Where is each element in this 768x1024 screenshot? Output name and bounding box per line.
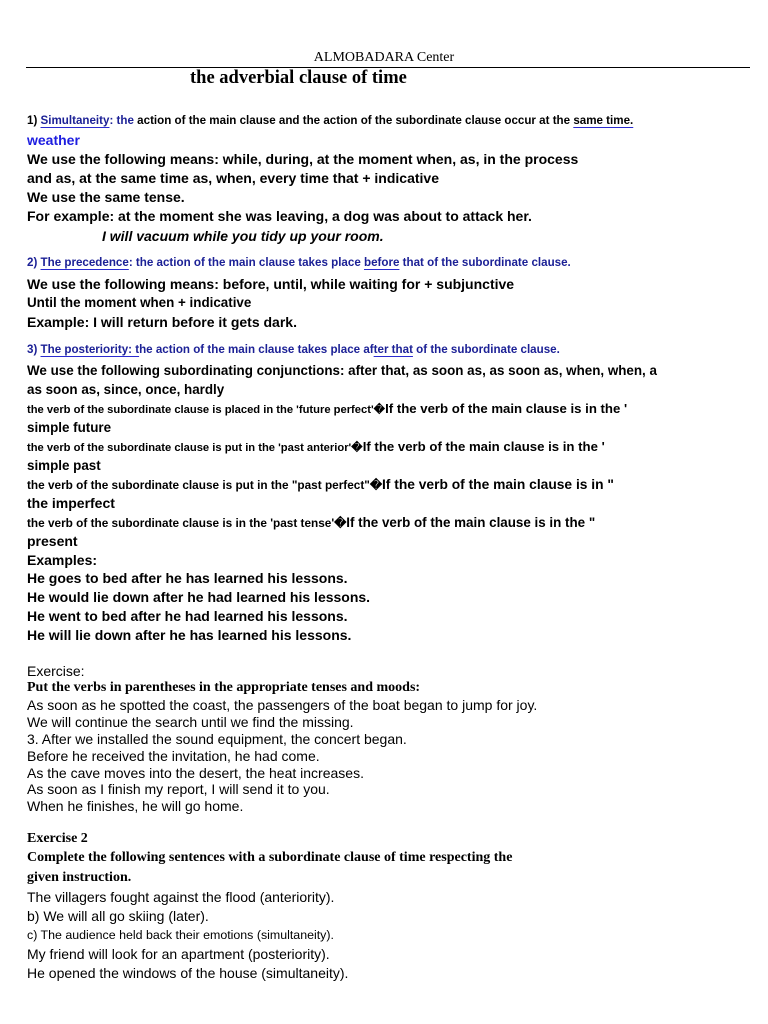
example-sentence: He goes to bed after he has learned his lessons. [27, 570, 348, 586]
examples-label: Examples: [27, 552, 98, 568]
exercise-1-item: As soon as I finish my report, I will send it to you. [27, 781, 330, 797]
exercise-1-item: We will continue the search until we find the missing. [27, 714, 354, 730]
example-sentence: He would lie down after he had learned his lessons. [27, 589, 371, 605]
section-3-line: as soon as, since, once, hardly [27, 382, 225, 397]
tense-rule-main: If the verb of the main clause is in " [381, 477, 614, 492]
section-1-colon: : the [109, 114, 138, 127]
tense-rule [27, 476, 614, 494]
tense-rule-main: If the verb of the main clause is in the ' [385, 401, 628, 416]
section-3-number: 3) [27, 343, 41, 356]
example-sentence: He will lie down after he has learned his lessons. [27, 627, 352, 643]
exercise-2-item: b) We will all go skiing (later). [27, 908, 209, 924]
tense-rule-main: If the verb of the main clause is in the " [346, 515, 596, 530]
section-3-definition-end: of the subordinate clause. [412, 343, 560, 356]
section-1-definition: action of the main clause and the action of the subordinate clause occur at the [137, 114, 574, 127]
section-2-number: 2) [27, 256, 41, 269]
exercise-1-item: When he finishes, he will go home. [27, 798, 244, 814]
tense-rule-tense: the imperfect [27, 495, 115, 511]
tense-rule [27, 438, 605, 456]
tense-rule [27, 514, 595, 532]
section-3-term: The posteriority: t [40, 343, 140, 356]
header-center: ALMOBADARA Center [313, 50, 455, 65]
section-1-heading [27, 114, 633, 127]
section-3-line: We use the following subordinating conjunctions: after that, as soon as, as soon as, when, when, a [27, 363, 657, 378]
section-1-term: Simultaneity [40, 114, 110, 127]
section-1-line: For example: at the moment she was leaving, a dog was about to attack her. [27, 208, 532, 224]
example-sentence: He went to bed after he had learned his lessons. [27, 608, 348, 624]
tense-rule-subordinate: the verb of the subordinate clause is put in the 'past anterior'� [27, 442, 363, 454]
exercise-1-instruction: Put the verbs in parentheses in the appropriate tenses and moods: [27, 680, 421, 695]
tense-rule-subordinate: the verb of the subordinate clause is put in the "past perfect"� [27, 478, 382, 492]
section-2-emphasis: before [363, 256, 400, 269]
exercise-2-instruction: given instruction. [27, 870, 132, 885]
exercise-2-item: My friend will look for an apartment (posteriority). [27, 946, 330, 962]
section-2-line: Until the moment when + indicative [27, 295, 252, 310]
section-2-heading [27, 256, 571, 269]
section-1-line: We use the same tense. [27, 189, 185, 205]
exercise-2-item: He opened the windows of the house (simultaneity). [27, 965, 349, 981]
tense-rule [27, 400, 627, 418]
section-2-term: The precedence [40, 256, 129, 269]
tense-rule-tense: simple future [27, 420, 112, 435]
section-2-definition-end: that of the subordinate clause. [399, 256, 571, 269]
section-2-line: Example: I will return before it gets dark. [27, 314, 297, 330]
weather-word: weather [27, 132, 80, 148]
tense-rule-main: If the verb of the main clause is in the ' [362, 439, 605, 454]
tense-rule-tense: simple past [27, 458, 101, 473]
section-1-emphasis: same time. [573, 114, 634, 127]
tense-rule-tense: present [27, 533, 78, 549]
section-2-line: We use the following means: before, until, while waiting for + subjunctive [27, 276, 515, 292]
section-1-line: We use the following means: while, during, at the moment when, as, in the process [27, 151, 579, 167]
section-1-line: and as, at the same time as, when, every time that + indicative [27, 170, 439, 186]
section-3-definition: he action of the main clause takes place af [139, 343, 374, 356]
exercise-1-item: As the cave moves into the desert, the heat increases. [27, 765, 364, 781]
section-3-emphasis: ter that [373, 343, 413, 356]
exercise-2-instruction: Complete the following sentences with a subordinate clause of time respecting the [27, 850, 513, 865]
exercise-1-item: Before he received the invitation, he had come. [27, 748, 320, 764]
section-1-italic-example: I will vacuum while you tidy up your room. [102, 228, 384, 244]
exercise-1-label: Exercise: [27, 663, 85, 679]
tense-rule-subordinate: the verb of the subordinate clause is placed in the 'future perfect'� [27, 404, 386, 416]
page-title: the adverbial clause of time [190, 68, 407, 88]
section-2-definition: : the action of the main clause takes place [128, 256, 364, 269]
exercise-2-label: Exercise 2 [27, 831, 88, 846]
exercise-1-item: 3. After we installed the sound equipment, the concert began. [27, 731, 407, 747]
section-3-heading [27, 343, 560, 356]
section-1-number: 1) [27, 114, 41, 127]
exercise-2-item: The villagers fought against the flood (anteriority). [27, 889, 335, 905]
exercise-1-item: As soon as he spotted the coast, the passengers of the boat began to jump for joy. [27, 697, 538, 713]
tense-rule-subordinate: the verb of the subordinate clause is in the 'past tense'� [27, 516, 347, 530]
exercise-2-item: c) The audience held back their emotions (simultaneity). [27, 928, 334, 942]
